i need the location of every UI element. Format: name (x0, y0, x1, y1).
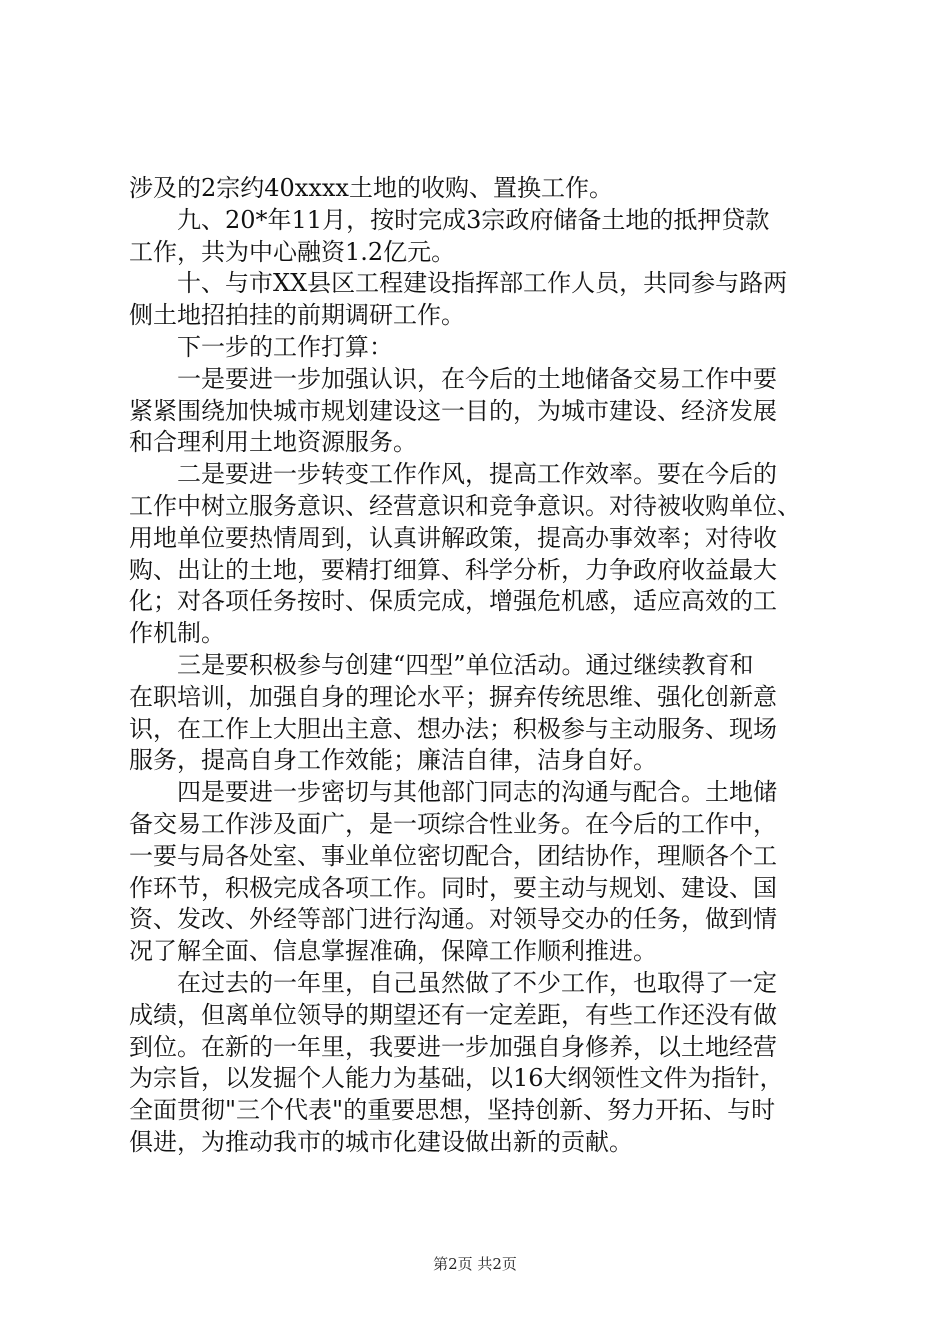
text-line: 用地单位要热情周到，认真讲解政策，提高办事效率；对待收 (129, 523, 777, 552)
text-line: 工作，共为中心融资1.2亿元。 (129, 237, 456, 266)
text-line: 三是要积极参与创建“四型”单位活动。通过继续教育和 (177, 650, 754, 679)
page-footer: 第2页 共2页 (433, 1255, 517, 1273)
text-line: 成绩，但离单位领导的期望还有一定差距，有些工作还没有做 (129, 1000, 777, 1029)
text-line: 紧紧围绕加快城市规划建设这一目的，为城市建设、经济发展 (129, 396, 777, 425)
text-line: 为宗旨，以发掘个人能力为基础，以16大纲领性文件为指针， (129, 1064, 784, 1093)
text-line: 到位。在新的一年里，我要进一步加强自身修养，以土地经营 (129, 1032, 777, 1061)
text-line: 二是要进一步转变工作作风，提高工作效率。要在今后的 (177, 460, 777, 489)
text-line: 一要与局各处室、事业单位密切配合，团结协作，理顺各个工 (129, 841, 777, 870)
text-line: 十、与市XX县区工程建设指挥部工作人员，共同参与路两 (177, 269, 788, 298)
text-line: 一是要进一步加强认识，在今后的土地储备交易工作中要 (177, 364, 777, 393)
text-line: 下一步的工作打算： (177, 332, 393, 361)
text-line: 备交易工作涉及面广，是一项综合性业务。在今后的工作中， (129, 809, 777, 838)
text-line: 侧土地招拍挂的前期调研工作。 (129, 301, 465, 330)
text-line: 识，在工作上大胆出主意、想办法；积极参与主动服务、现场 (129, 714, 777, 743)
text-line: 在职培训，加强自身的理论水平；摒弃传统思维、强化创新意 (129, 682, 777, 711)
text-line: 况了解全面、信息掌握准确，保障工作顺利推进。 (129, 937, 657, 966)
text-line: 服务，提高自身工作效能；廉洁自律，洁身自好。 (129, 746, 657, 775)
text-line: 九、20*年11月，按时完成3宗政府储备土地的抵押贷款 (177, 205, 770, 234)
text-line: 购、出让的土地，要精打细算、科学分析，力争政府收益最大 (129, 555, 777, 584)
text-line: 涉及的2宗约40xxxx土地的收购、置换工作。 (129, 174, 613, 202)
text-line: 俱进，为推动我市的城市化建设做出新的贡献。 (129, 1127, 633, 1156)
text-line: 化；对各项任务按时、保质完成，增强危机感，适应高效的工 (129, 587, 777, 616)
text-line: 在过去的一年里，自己虽然做了不少工作，也取得了一定 (177, 968, 777, 997)
text-line: 全面贯彻"三个代表"的重要思想，坚持创新、努力开拓、与时 (129, 1096, 776, 1125)
text-line: 四是要进一步密切与其他部门同志的沟通与配合。土地储 (177, 778, 777, 807)
text-line: 作环节，积极完成各项工作。同时，要主动与规划、建设、国 (129, 873, 777, 902)
text-line: 工作中树立服务意识、经营意识和竞争意识。对待被收购单位、 (129, 491, 801, 520)
text-line: 资、发改、外经等部门进行沟通。对领导交办的任务，做到情 (129, 905, 777, 934)
text-line: 作机制。 (129, 619, 225, 648)
document-body (129, 173, 829, 1159)
text-line: 和合理利用土地资源服务。 (129, 428, 417, 457)
